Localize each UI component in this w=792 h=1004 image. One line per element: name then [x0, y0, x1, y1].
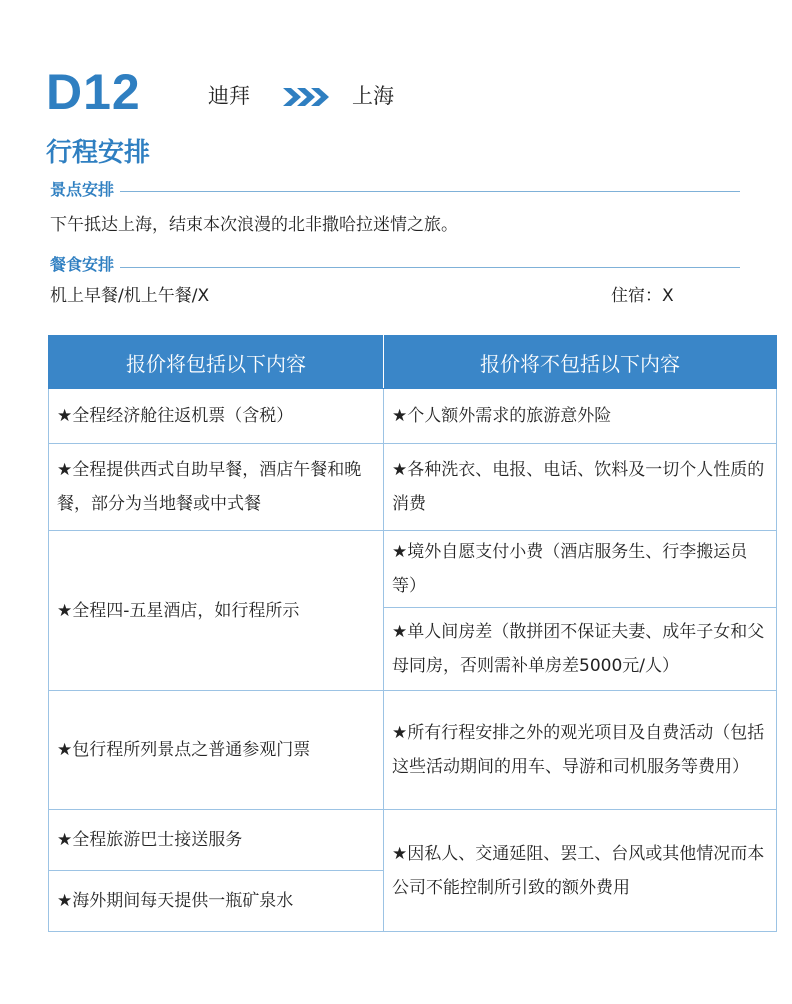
included-item: ★全程四-五星酒店，如行程所示: [49, 531, 384, 691]
meals-heading: 餐食安排: [50, 255, 115, 274]
included-item: ★海外期间每天提供一瓶矿泉水: [49, 871, 384, 932]
excluded-item: ★所有行程安排之外的观光项目及自费活动（包括这些活动期间的用车、导游和司机服务等费用）: [384, 691, 777, 810]
table-row: [49, 444, 777, 531]
included-item: ★包行程所列景点之普通参观门票: [49, 691, 384, 810]
triple-chevron-right-icon: [283, 86, 329, 108]
sights-text: 下午抵达上海，结束本次浪漫的北非撒哈拉迷情之旅。: [50, 215, 458, 235]
sights-divider: [120, 191, 740, 192]
included-item: ★全程经济舱往返机票（含税）: [49, 389, 384, 444]
excluded-item: ★各种洗衣、电报、电话、饮料及一切个人性质的消费: [384, 444, 777, 531]
included-header: 报价将包括以下内容: [49, 336, 384, 389]
excluded-item: ★单人间房差（散拼团不保证夫妻、成年子女和父母同房，否则需补单房差5000元/人）: [384, 608, 777, 691]
meals-divider: [120, 267, 740, 268]
table-row: [49, 389, 777, 444]
excluded-item: ★因私人、交通延阻、罢工、台风或其他情况而本公司不能控制所引致的额外费用: [384, 810, 777, 932]
day-code: D12: [46, 64, 141, 120]
route-from-city: 迪拜: [208, 84, 250, 108]
table-row: [49, 691, 777, 810]
included-item: ★全程提供西式自助早餐，酒店午餐和晚餐，部分为当地餐或中式餐: [49, 444, 384, 531]
excluded-item: ★境外自愿支付小费（酒店服务生、行李搬运员等）: [384, 531, 777, 608]
included-item: ★全程旅游巴士接送服务: [49, 810, 384, 871]
table-row: [49, 810, 777, 871]
meals-text: 机上早餐/机上午餐/X: [50, 286, 210, 306]
excluded-header: 报价将不包括以下内容: [384, 336, 777, 389]
price-inclusion-table: [48, 335, 777, 932]
sights-heading: 景点安排: [50, 180, 115, 199]
excluded-item: ★个人额外需求的旅游意外险: [384, 389, 777, 444]
table-row: [49, 531, 777, 608]
itinerary-title: 行程安排: [46, 138, 151, 168]
route-to-city: 上海: [352, 84, 394, 108]
table-header-row: [49, 336, 777, 389]
lodging-text: 住宿：X: [611, 286, 674, 306]
